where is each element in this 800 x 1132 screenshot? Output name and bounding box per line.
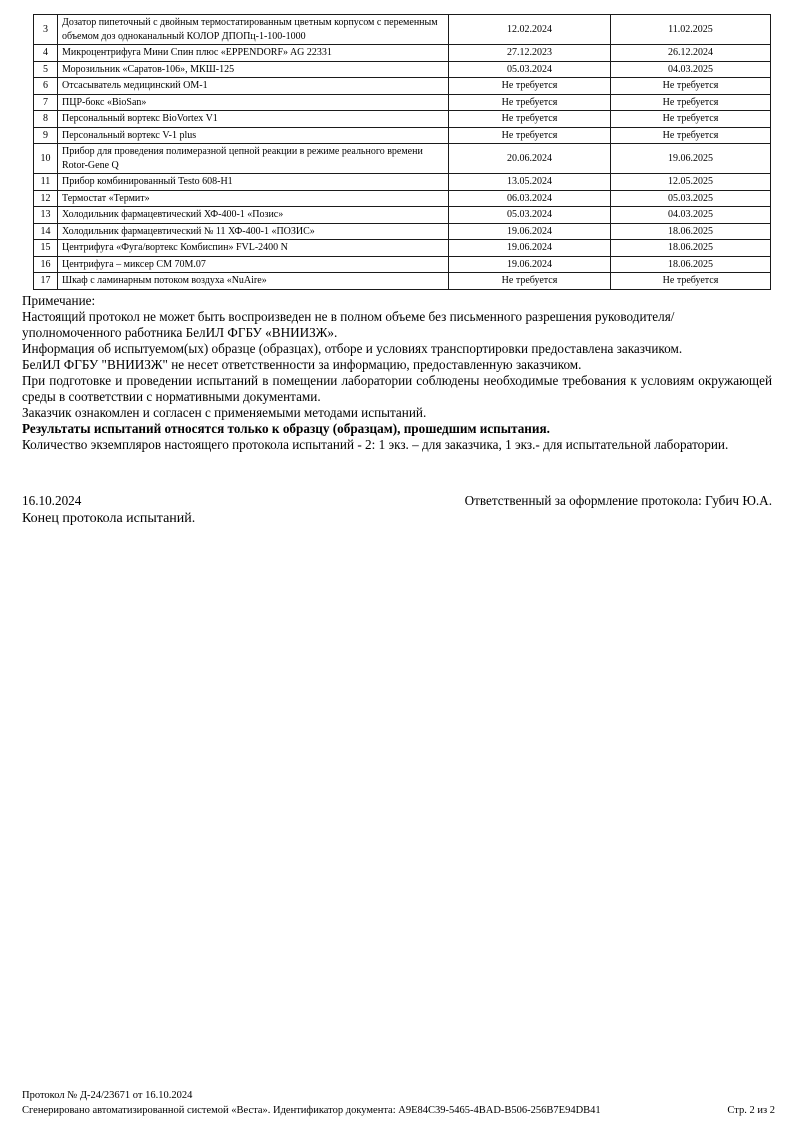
table-row (34, 61, 771, 78)
table-row (34, 127, 771, 144)
footer-page-number: Стр. 2 из 2 (727, 1105, 775, 1116)
equipment-table (33, 14, 771, 290)
date-1-cell: Не требуется (449, 78, 611, 95)
row-number-cell: 11 (34, 174, 58, 191)
note-paragraph: Количество экземпляров настоящего протокола испытаний - 2: 1 экз. – для заказчика, 1 экз.- для испытательной лаборатории. (22, 436, 729, 452)
equipment-name-cell: Термостат «Термит» (58, 190, 449, 207)
row-number-cell: 17 (34, 273, 58, 290)
date-2-cell: 18.06.2025 (611, 256, 771, 273)
row-number-cell: 13 (34, 207, 58, 224)
date-1-cell: Не требуется (449, 273, 611, 290)
table-row (34, 111, 771, 128)
table-row (34, 144, 771, 174)
row-number-cell: 9 (34, 127, 58, 144)
equipment-name-cell: Холодильник фармацевтический ХФ-400-1 «Позис» (58, 207, 449, 224)
date-2-cell: Не требуется (611, 111, 771, 128)
page-footer (22, 1088, 775, 1118)
equipment-name-cell: ПЦР-бокс «BioSan» (58, 94, 449, 111)
signature-row (22, 493, 772, 509)
equipment-name-cell: Персональный вортекс V-1 plus (58, 127, 449, 144)
equipment-name-cell: Микроцентрифуга Мини Спин плюс «EPPENDORF» AG 22331 (58, 45, 449, 62)
row-number-cell: 4 (34, 45, 58, 62)
date-1-cell: 12.02.2024 (449, 15, 611, 45)
date-1-cell: 05.03.2024 (449, 207, 611, 224)
table-row (34, 273, 771, 290)
table-row (34, 256, 771, 273)
equipment-name-cell: Отсасыватель медицинский ОМ-1 (58, 78, 449, 95)
equipment-name-cell: Прибор для проведения полимеразной цепной реакции в режиме реального времени Rotor-Gene Q (58, 144, 449, 174)
date-1-cell: 06.03.2024 (449, 190, 611, 207)
notes-section (22, 293, 772, 453)
row-number-cell: 3 (34, 15, 58, 45)
equipment-name-cell: Персональный вортекс BioVortex V1 (58, 111, 449, 128)
date-1-cell: 13.05.2024 (449, 174, 611, 191)
equipment-name-cell: Дозатор пипеточный с двойным термостатированным цветным корпусом с переменным объемом доз одноканальный КОЛОР ДПОПц-1-100-1000 (58, 15, 449, 45)
date-1-cell: Не требуется (449, 111, 611, 128)
date-1-cell: 19.06.2024 (449, 223, 611, 240)
table-row (34, 15, 771, 45)
table-row (34, 190, 771, 207)
date-1-cell: 27.12.2023 (449, 45, 611, 62)
end-of-protocol-line: Конец протокола испытаний. (22, 510, 196, 526)
notes-paragraphs (22, 309, 772, 453)
note-paragraph: БелИЛ ФГБУ "ВНИИЗЖ" не несет ответственности за информацию, предоставленную заказчиком. (22, 356, 582, 372)
row-number-cell: 8 (34, 111, 58, 128)
note-paragraph: Информация об испытуемом(ых) образце (образцах), отборе и условиях транспортировки предоставлена заказчиком. (22, 340, 683, 356)
equipment-name-cell: Прибор комбинированный Testo 608-H1 (58, 174, 449, 191)
row-number-cell: 16 (34, 256, 58, 273)
row-number-cell: 5 (34, 61, 58, 78)
notes-title: Примечание: (22, 292, 96, 308)
date-2-cell: 11.02.2025 (611, 15, 771, 45)
date-2-cell: Не требуется (611, 94, 771, 111)
date-1-cell: 20.06.2024 (449, 144, 611, 174)
table-row (34, 45, 771, 62)
date-2-cell: 04.03.2025 (611, 61, 771, 78)
note-paragraph: При подготовке и проведении испытаний в помещении лаборатории соблюдены необходимые требования к условиям окружающей среды в соответствии с нормативными документами. (22, 372, 772, 404)
equipment-name-cell: Морозильник «Саратов-106», МКШ-125 (58, 61, 449, 78)
date-2-cell: 18.06.2025 (611, 240, 771, 257)
row-number-cell: 12 (34, 190, 58, 207)
equipment-name-cell: Центрифуга – миксер СМ 70М.07 (58, 256, 449, 273)
equipment-name-cell: Шкаф с ламинарным потоком воздуха «NuAire» (58, 273, 449, 290)
date-2-cell: Не требуется (611, 273, 771, 290)
footer-protocol-line: Протокол № Д-24/23671 от 16.10.2024 (22, 1090, 193, 1101)
footer-generated-line: Сгенерировано автоматизированной системой «Веста». Идентификатор документа: A9E84C39-5465-4BAD-B506-256B7E94DB41 (22, 1105, 601, 1116)
equipment-table-body (34, 15, 771, 290)
table-row (34, 78, 771, 95)
equipment-name-cell: Центрифуга «Фуга/вортекс Комбиспин» FVL-2400 N (58, 240, 449, 257)
table-row (34, 240, 771, 257)
note-paragraph: Заказчик ознакомлен и согласен с применяемыми методами испытаний. (22, 404, 427, 420)
date-2-cell: 18.06.2025 (611, 223, 771, 240)
table-row (34, 174, 771, 191)
date-2-cell: Не требуется (611, 78, 771, 95)
date-1-cell: Не требуется (449, 94, 611, 111)
row-number-cell: 7 (34, 94, 58, 111)
row-number-cell: 15 (34, 240, 58, 257)
date-2-cell: 12.05.2025 (611, 174, 771, 191)
row-number-cell: 14 (34, 223, 58, 240)
note-paragraph: Результаты испытаний относятся только к образцу (образцам), прошедшим испытания. (22, 420, 550, 436)
date-2-cell: Не требуется (611, 127, 771, 144)
equipment-name-cell: Холодильник фармацевтический № 11 ХФ-400-1 «ПОЗИС» (58, 223, 449, 240)
row-number-cell: 10 (34, 144, 58, 174)
responsible-line: Ответственный за оформление протокола: Губич Ю.А. (464, 492, 772, 508)
date-1-cell: 19.06.2024 (449, 256, 611, 273)
table-row (34, 223, 771, 240)
date-2-cell: 05.03.2025 (611, 190, 771, 207)
date-1-cell: Не требуется (449, 127, 611, 144)
signature-date: 16.10.2024 (22, 492, 82, 508)
row-number-cell: 6 (34, 78, 58, 95)
date-1-cell: 19.06.2024 (449, 240, 611, 257)
note-paragraph: Настоящий протокол не может быть воспроизведен не в полном объеме без письменного разрешения руководителя/уполномоченного работника БелИЛ ФГБУ «ВНИИЗЖ». (22, 308, 675, 340)
table-row (34, 94, 771, 111)
date-2-cell: 26.12.2024 (611, 45, 771, 62)
date-1-cell: 05.03.2024 (449, 61, 611, 78)
date-2-cell: 04.03.2025 (611, 207, 771, 224)
date-2-cell: 19.06.2025 (611, 144, 771, 174)
table-row (34, 207, 771, 224)
